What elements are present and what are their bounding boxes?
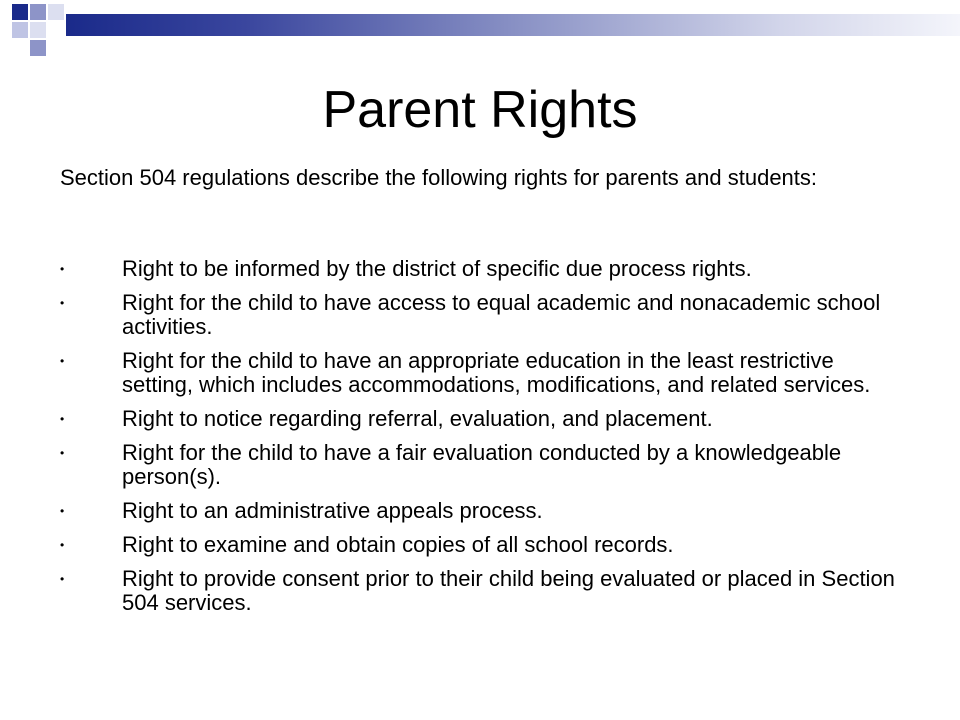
bullet-icon: •	[60, 538, 65, 552]
header-gradient-bar	[66, 14, 960, 36]
list-item-text: Right to provide consent prior to their child being evaluated or placed in Section 504 services.	[122, 566, 895, 615]
bullet-icon: •	[60, 354, 65, 368]
list-item-text: Right to examine and obtain copies of all school records.	[122, 532, 674, 557]
decor-square	[30, 40, 46, 56]
list-item	[60, 533, 910, 557]
list-item	[60, 441, 910, 489]
bullet-icon: •	[60, 572, 65, 586]
intro-text: Section 504 regulations describe the following rights for parents and students:	[60, 165, 818, 190]
decor-square	[30, 22, 46, 38]
list-item-text: Right for the child to have access to equal academic and nonacademic school activities.	[122, 290, 881, 339]
decor-square	[12, 4, 28, 20]
bullet-icon: •	[60, 446, 65, 460]
list-item-text: Right to be informed by the district of specific due process rights.	[122, 256, 752, 281]
list-item-text: Right to notice regarding referral, evaluation, and placement.	[122, 406, 713, 431]
slide-title: Parent Rights	[322, 81, 638, 139]
decor-square	[48, 4, 64, 20]
list-item	[60, 257, 910, 281]
decor-square	[30, 4, 46, 20]
list-item-text: Right to an administrative appeals process.	[122, 498, 543, 523]
list-item-text: Right for the child to have a fair evaluation conducted by a knowledgeable person(s).	[122, 440, 842, 489]
bullet-icon: •	[60, 412, 65, 426]
bullet-icon: •	[60, 504, 65, 518]
list-item-text: Right for the child to have an appropriate education in the least restrictive setting, which includes accommodations, modifications, and related services.	[122, 348, 871, 397]
list-item	[60, 291, 910, 339]
list-item	[60, 567, 910, 615]
list-item	[60, 499, 910, 523]
bullet-icon: •	[60, 296, 65, 310]
bullet-icon: •	[60, 262, 65, 276]
rights-list	[60, 257, 910, 625]
decor-square	[12, 22, 28, 38]
list-item	[60, 349, 910, 397]
list-item	[60, 407, 910, 431]
